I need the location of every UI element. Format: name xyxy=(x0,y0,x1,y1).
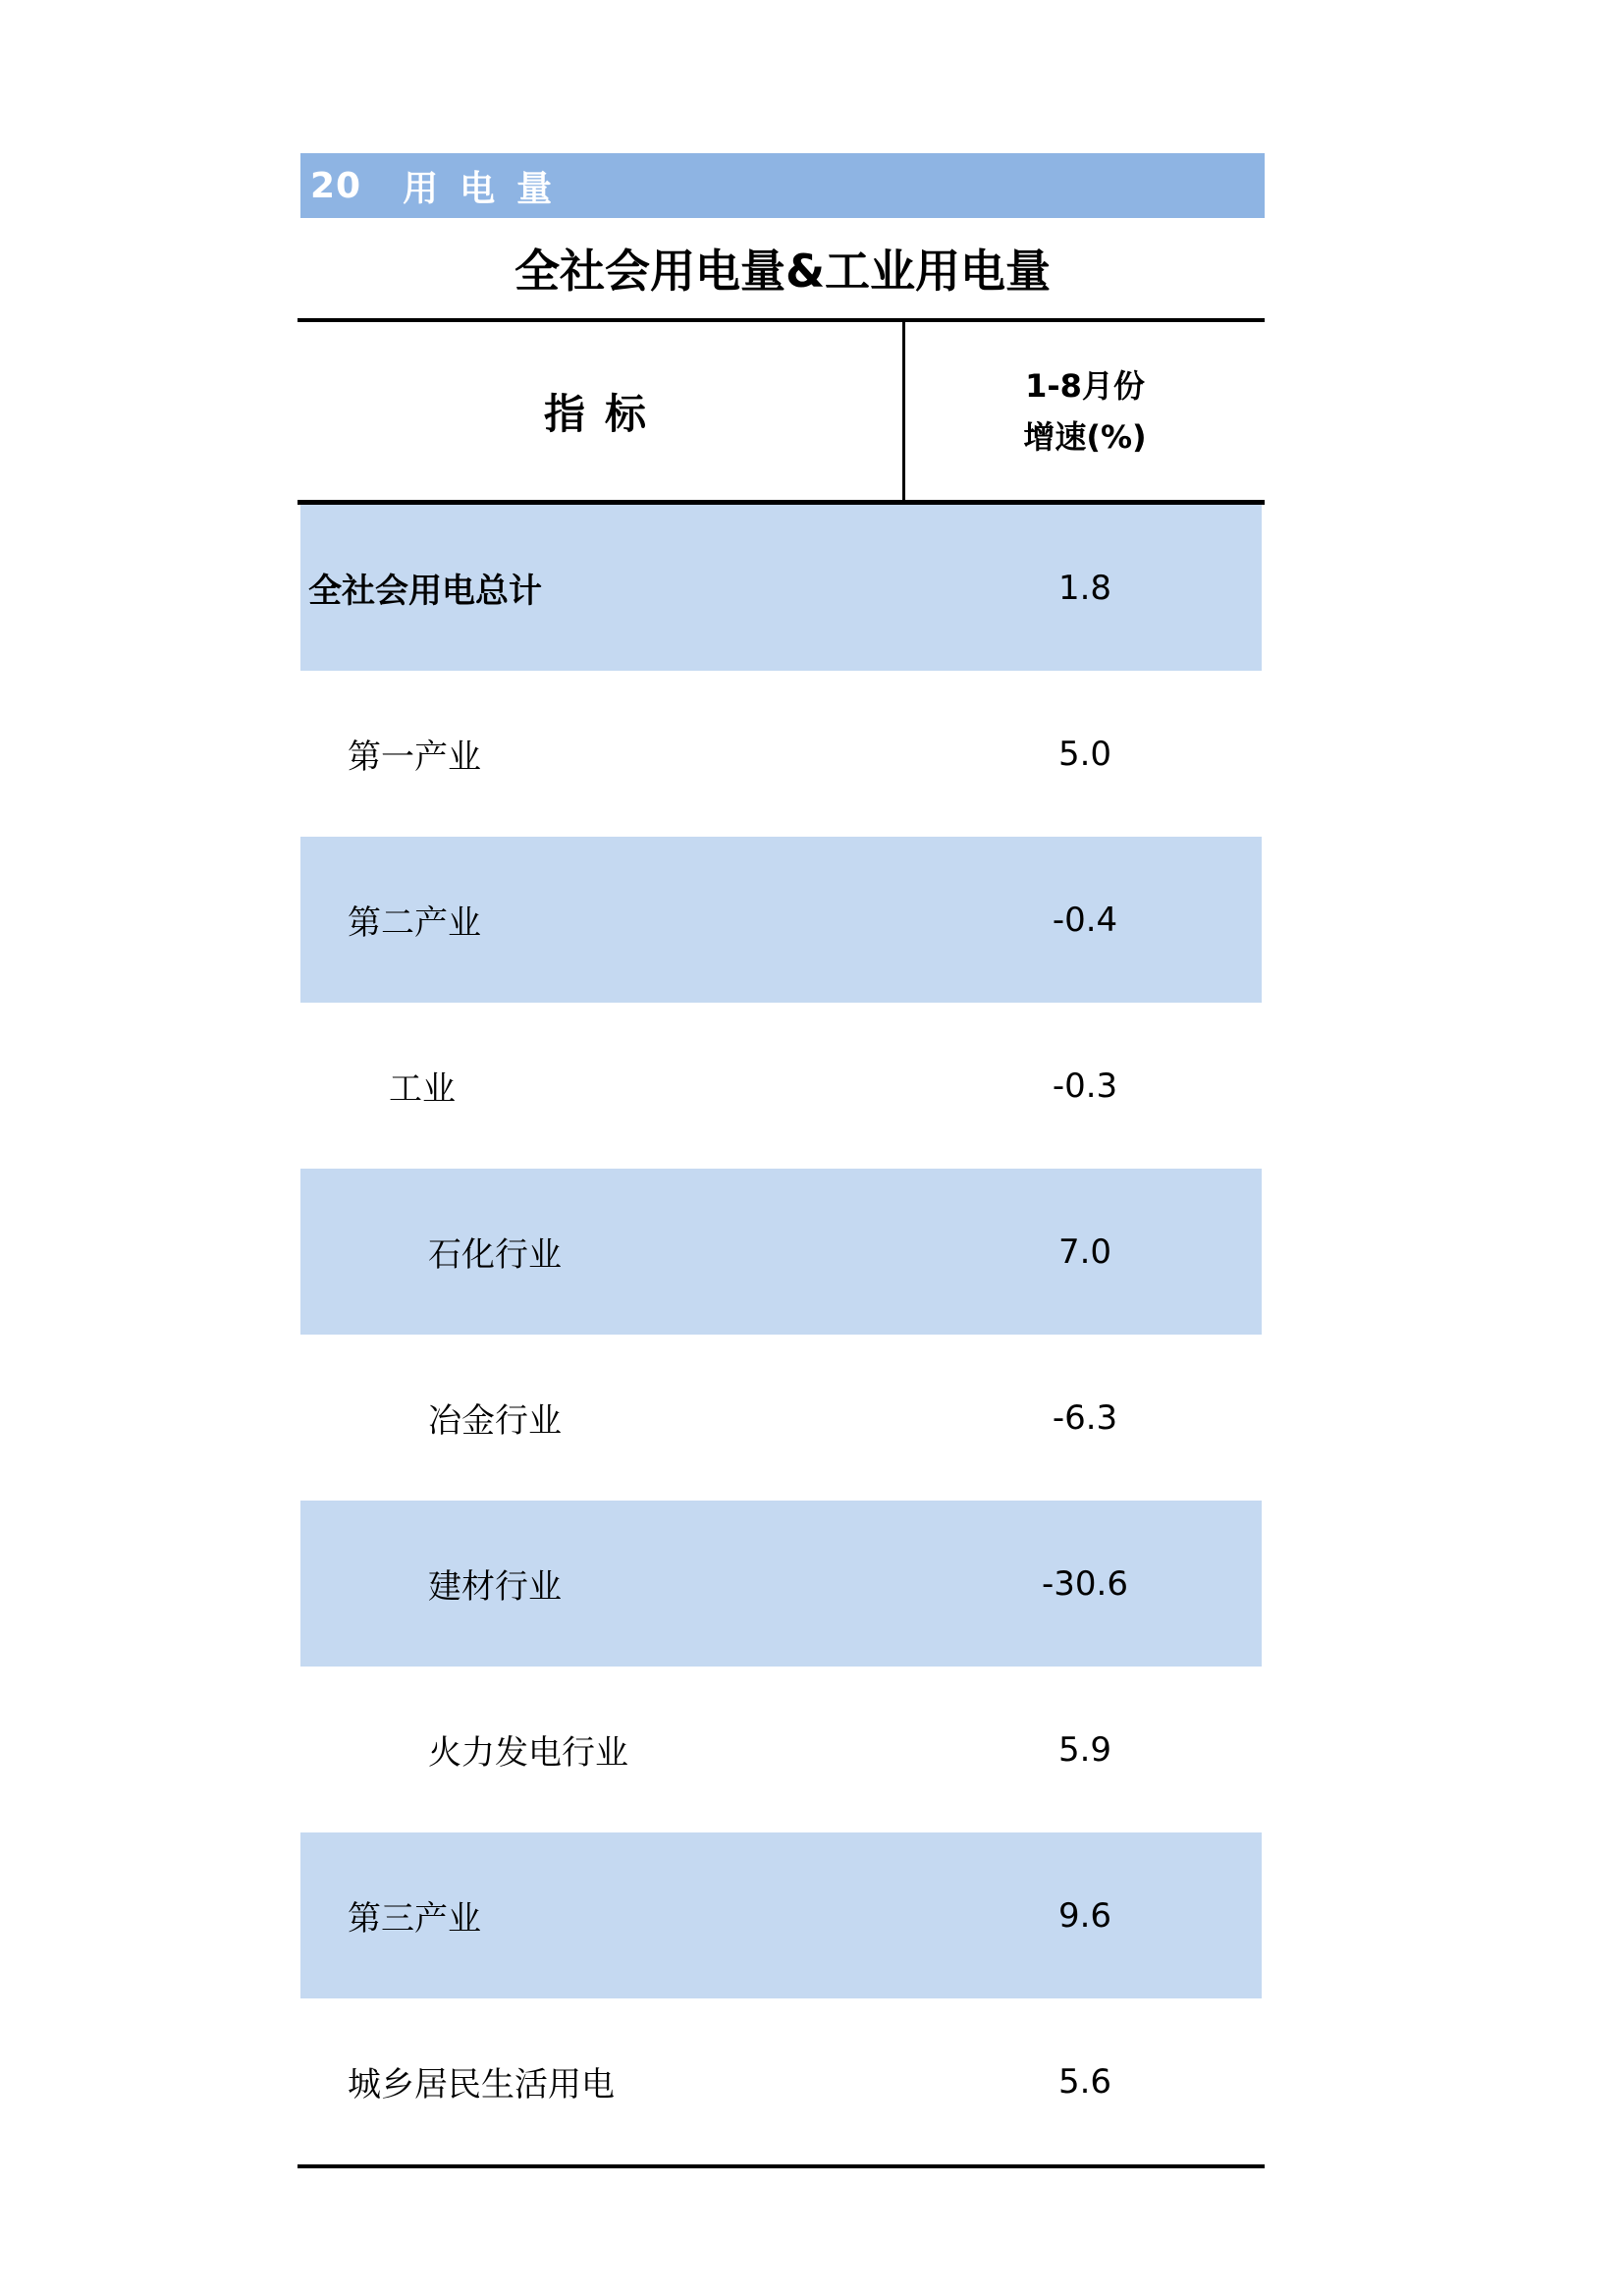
header-indicator: 指标 xyxy=(298,322,905,500)
row-value: 9.6 xyxy=(1057,1895,1112,1936)
table-row xyxy=(300,671,1262,837)
row-value: -30.6 xyxy=(1042,1563,1128,1604)
row-value: -0.3 xyxy=(1052,1066,1118,1106)
header-value-unit: 增速(%) xyxy=(1023,417,1147,456)
table-body xyxy=(298,505,1265,2164)
page-title: 全社会用电量&工业用电量 xyxy=(514,245,1052,298)
row-value: 5.0 xyxy=(1057,734,1112,774)
row-label: 第一产业 xyxy=(348,738,481,777)
row-label: 火力发电行业 xyxy=(428,1733,628,1773)
table-row xyxy=(300,1832,1262,1998)
row-label: 第二产业 xyxy=(348,903,481,943)
table-header-row xyxy=(298,322,1265,505)
row-value: 7.0 xyxy=(1057,1231,1112,1272)
row-label: 第三产业 xyxy=(348,1899,481,1939)
statistics-sheet xyxy=(300,153,1265,2168)
section-title: 用电量 xyxy=(403,168,574,209)
row-value: 5.9 xyxy=(1057,1729,1112,1770)
data-table xyxy=(298,318,1265,2168)
row-label: 全社会用电总计 xyxy=(308,572,542,611)
table-row xyxy=(300,1169,1262,1335)
row-label: 工业 xyxy=(389,1069,456,1109)
row-label: 冶金行业 xyxy=(428,1401,562,1441)
section-header-bar xyxy=(300,153,1265,218)
table-row xyxy=(300,1998,1262,2164)
table-row xyxy=(300,1667,1262,1832)
row-value: 5.6 xyxy=(1057,2061,1112,2102)
row-label: 建材行业 xyxy=(428,1567,562,1607)
table-row xyxy=(300,837,1262,1003)
row-value: -6.3 xyxy=(1052,1397,1118,1438)
row-label: 石化行业 xyxy=(428,1235,562,1275)
header-value xyxy=(905,322,1265,500)
row-value: 1.8 xyxy=(1057,568,1112,608)
table-row xyxy=(300,1003,1262,1169)
section-number: 20 xyxy=(310,165,362,206)
row-value: -0.4 xyxy=(1052,900,1118,940)
header-value-period: 1-8月份 xyxy=(1025,366,1145,405)
table-row xyxy=(300,1335,1262,1501)
row-label: 城乡居民生活用电 xyxy=(348,2065,615,2105)
table-row xyxy=(300,505,1262,671)
table-row xyxy=(300,1501,1262,1667)
